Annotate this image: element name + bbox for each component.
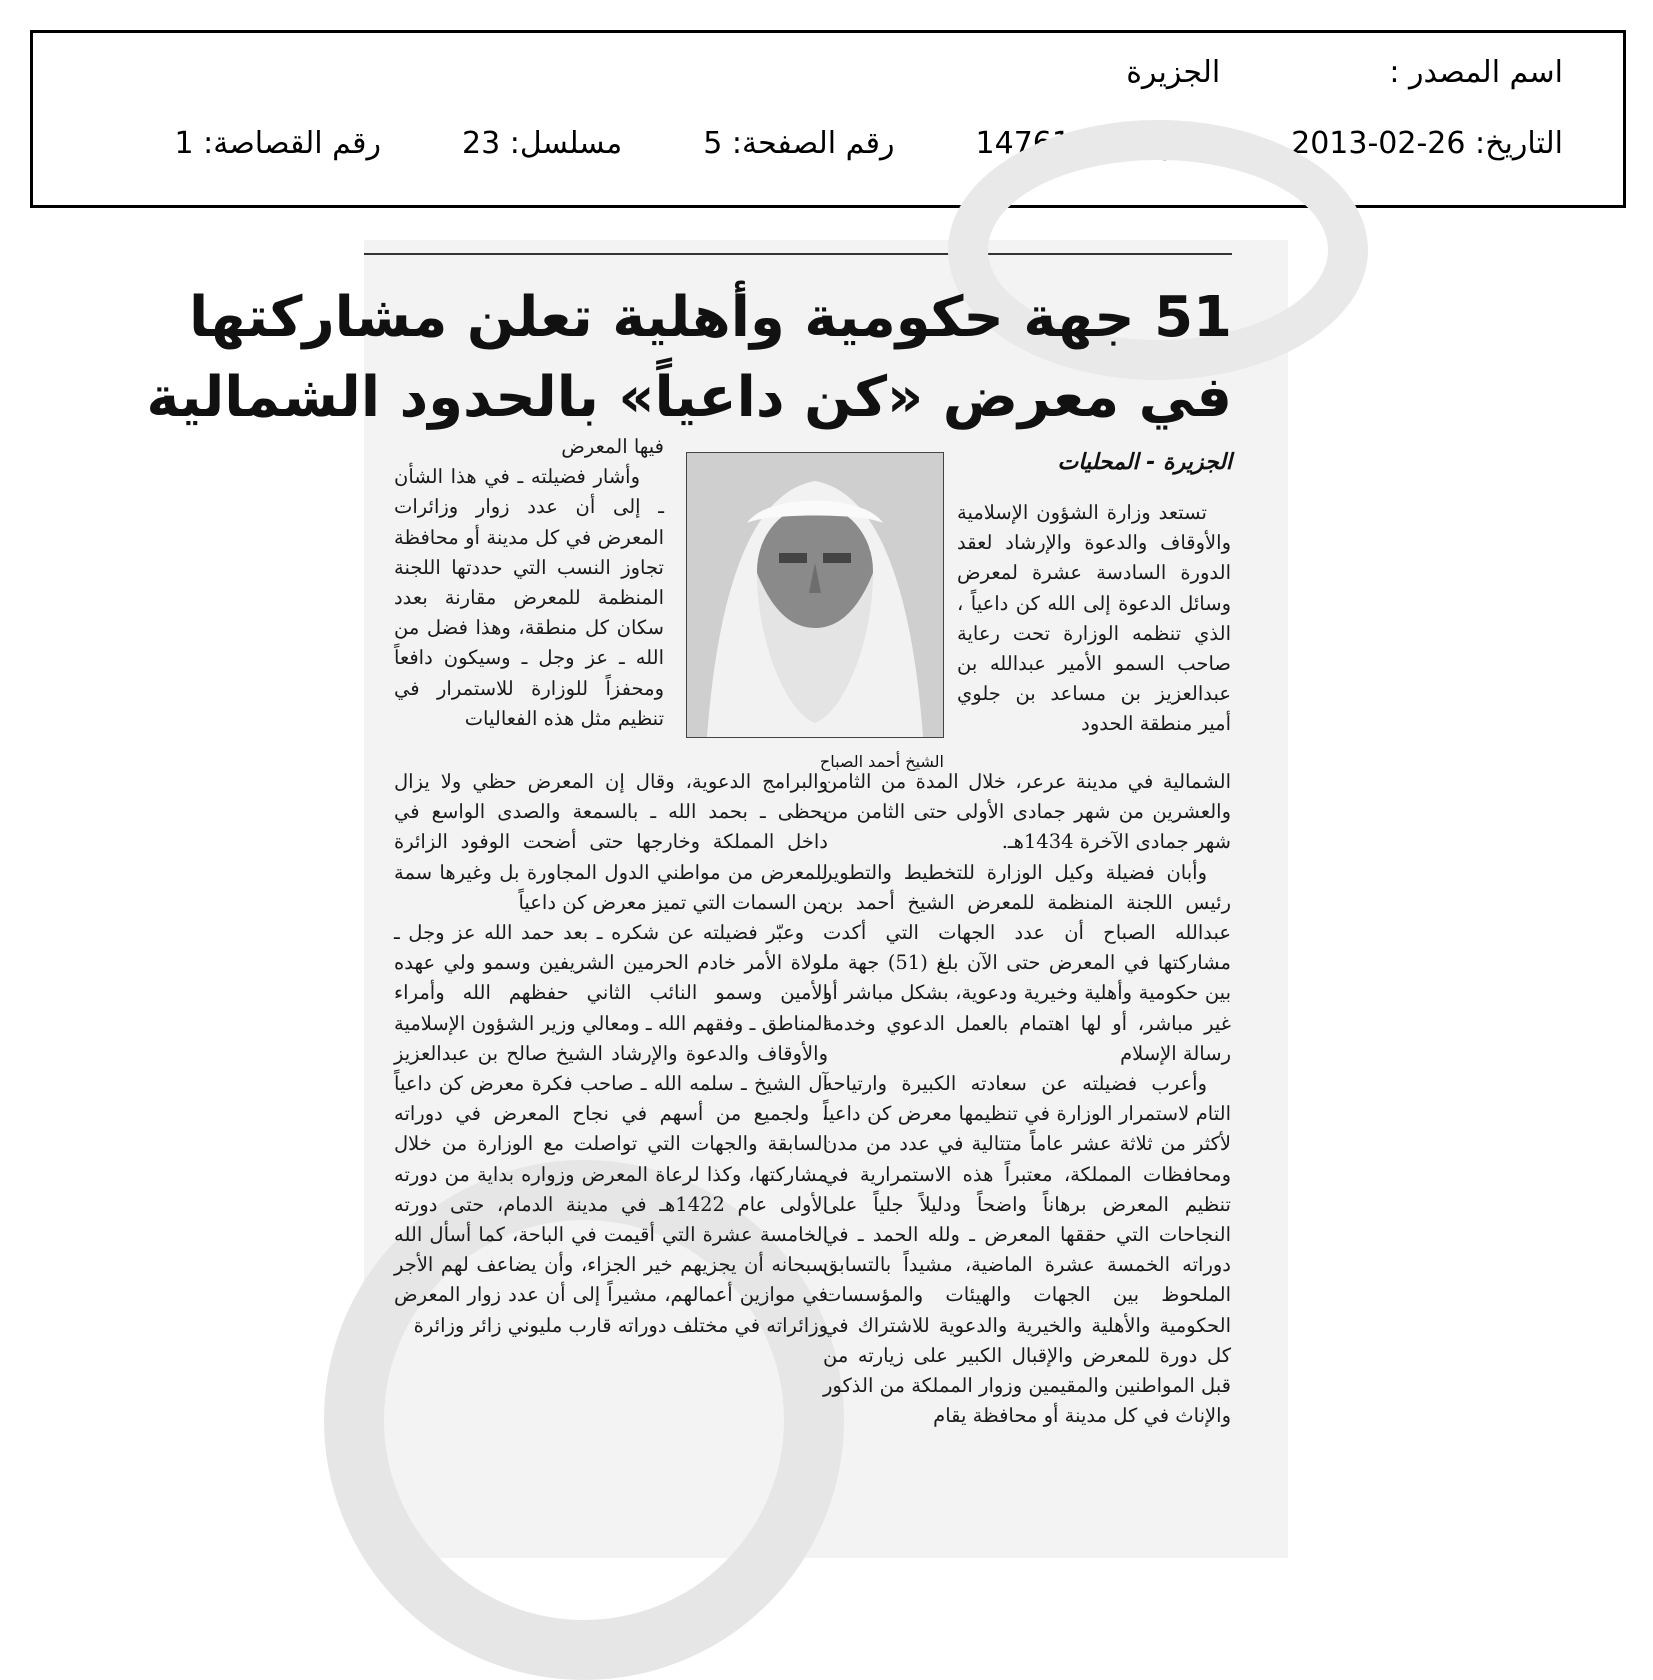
paragraph-intro: تستعد وزارة الشؤون الإسلامية والأوقاف والدعوة والإرشاد لعقد الدورة السادسة عشرة لمعرض وسائل الدعوة إلى الله كن داعياً ، الذي تنظمه الوزارة تحت رعاية صاحب السمو الأمير عبدالله بن عبدالعزيز بن مساعد بن جلوي أمير منطقة الحدود: [957, 501, 1231, 736]
photo-caption: الشيخ أحمد الصباح: [819, 752, 944, 771]
paragraph-exhibit-end: فيها المعرض: [561, 435, 664, 458]
paragraph-dates: الشمالية في مدينة عرعر، خلال المدة من الثامن والعشرين من شهر جمادى الأولى حتى الثامن من شهر جمادى الآخرة 1434هـ.: [823, 770, 1231, 854]
source-label: اسم المصدر :: [1389, 55, 1563, 90]
issue-value: 14761: [975, 126, 1071, 161]
article-headline: [146, 278, 1232, 438]
portrait-image: [687, 453, 943, 737]
page-value: 5: [703, 126, 723, 161]
clip-label: رقم القصاصة:: [203, 126, 381, 161]
paragraph-reputation: والبرامج الدعوية، وقال إن المعرض حظي ولا يزال يحظى ـ بحمد الله ـ بالسمعة والصدى الواسع في داخل المملكة وخارجها حتى أضحت الوفود الزائرة للمعرض من مواطني الدول المجاورة بل وغيرها سمة من السمات التي تميز معرض كن داعياً: [394, 770, 828, 914]
serial-value: 23: [462, 126, 501, 161]
paragraph-thanks: وعبّر فضيلته عن شكره ـ بعد حمد الله عز وجل ـ لولاة الأمر خادم الحرمين الشريفين وسمو ولي عهده الأمين وسمو النائب الثاني حفظهم الله وأمراء المناطق ـ وفقهم الله ـ ومعالي وزير الشؤون الإسلامية والأوقاف والدعوة والإرشاد الشيخ صالح بن عبدالعزيز آل الشيخ ـ سلمه الله ـ صاحب فكرة معرض كن داعياً ، ولجميع من أسهم في نجاح المعرض في دوراته السابقة والجهات التي تواصلت مع الوزارة من خلال مشاركتها، وكذا لرعاة المعرض وزواره بداية من دورته الأولى عام 1422هـ في مدينة الدمام، حتى دورته الخامسة عشرة التي أقيمت في الباحة، كما أسأل الله سبحانه أن يجزيهم خير الجزاء، وأن يضاعف لهم الأجر في موازين أعمالهم، مشيراً إلى أن عدد زوار المعرض وزائراته في مختلف دوراته قارب مليوني زائر وزائرة: [394, 921, 829, 1337]
column-right-bottom: [823, 767, 1231, 1507]
portrait-photo: [686, 452, 944, 738]
source-row: [1126, 55, 1563, 90]
paragraph-happiness: وأعرب فضيلته عن سعادته الكبيرة وارتياحه التام لاستمرار الوزارة في تنظيمها معرض كن داعياً لأكثر من ثلاثة عشر عاماً متتالية في عدد من مدن ومحافظات المملكة، معتبراً هذه الاستمرارية في تنظيم المعرض برهاناً واضحاً ودليلاً جلياً على النجاحات التي حققها المعرض ـ ولله الحمد ـ في دوراته الخمسة عشرة الماضية، مشيداً بالتسابق الملحوظ بين الجهات والهيئات والمؤسسات الحكومية والأهلية والخيرية والدعوية للاشتراك في كل دورة للمعرض والإقبال الكبير على زيارته من قبل المواطنين والمقيمين وزوار المملكة من الذكور والإناث في كل مدينة أو محافظة يقام: [823, 1072, 1231, 1428]
column-left-top: [394, 432, 664, 767]
column-left-bottom: [394, 767, 828, 1492]
column-right-top: [957, 498, 1231, 768]
serial-label: مسلسل:: [509, 126, 623, 161]
top-rule: [364, 253, 1232, 255]
paragraph-visitors: وأشار فضيلته ـ في هذا الشأن ـ إلى أن عدد زوار وزائرات المعرض في كل مدينة أو محافظة تجاوز النسب التي حددتها اللجنة المنظمة للمعرض مقارنة بعدد سكان كل منطقة، وهذا فضل من الله ـ عز وجل ـ وسيكون دافعاً ومحفزاً للوزارة للاستمرار في تنظيم مثل هذه الفعاليات: [394, 465, 664, 730]
headline-line-2: في معرض «كن داعياً» بالحدود الشمالية: [146, 365, 1232, 430]
details-row: [175, 126, 1564, 161]
date-label: التاريخ:: [1475, 126, 1563, 161]
clip-value: 1: [174, 126, 194, 161]
source-value: الجزيرة: [1126, 55, 1221, 90]
page-label: رقم الصفحة:: [731, 126, 895, 161]
headline-line-1: 51 جهة حكومية وأهلية تعلن مشاركتها: [189, 285, 1232, 350]
byline: الجزيرة - المحليات: [1057, 450, 1232, 475]
metadata-box: [30, 30, 1626, 208]
article-clipping: [146, 240, 1288, 1558]
paragraph-participants: وأبان فضيلة وكيل الوزارة للتخطيط والتطوير رئيس اللجنة المنظمة للمعرض الشيخ أحمد بن عبدالله الصباح أن عدد الجهات التي أكدت مشاركتها في المعرض حتى الآن بلغ (51) جهة ما بين حكومية وأهلية وخيرية ودعوية، بشكل مباشر أو غير مباشر، أو لها اهتمام بالعمل الدعوي وخدمة رسالة الإسلام: [823, 860, 1232, 1065]
date-value: 2013-02-26: [1291, 126, 1466, 161]
